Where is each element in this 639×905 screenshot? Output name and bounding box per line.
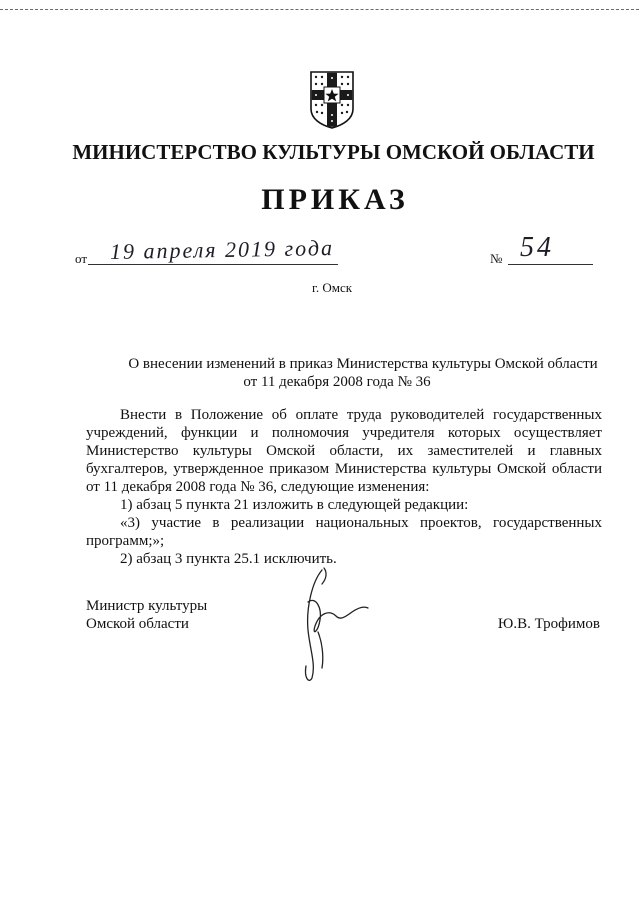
coat-of-arms-icon (308, 69, 356, 129)
document-type-title: ПРИКАЗ (261, 183, 409, 216)
subject-line-2: от 11 декабря 2008 года № 36 (243, 374, 431, 390)
signatory-name: Ю.В. Трофимов (497, 616, 600, 632)
handwritten-number: 54 (520, 232, 554, 263)
subject-line-1: О внесении изменений в приказ Министерства культуры Омской области (128, 356, 598, 372)
ministry-title: МИНИСТЕРСТВО КУЛЬТУРЫ ОМСКОЙ ОБЛАСТИ (72, 140, 595, 164)
date-prefix: от (75, 251, 88, 266)
signatory-position-line-2: Омской области (86, 616, 189, 632)
number-prefix: № (490, 251, 503, 266)
handwritten-date: 19 апреля 2019 года (109, 235, 335, 264)
body-item-1: 1) абзац 5 пункта 21 изложить в следующей редакции: (120, 497, 469, 513)
body-item-1-quote: «3) участие в реализации национальных проектов, государственных программ;»; (86, 515, 602, 549)
scan-edge-line (0, 9, 639, 10)
order-body (86, 406, 602, 568)
city-label: г. Омск (312, 280, 353, 295)
handwritten-signature (282, 562, 372, 686)
signatory-position-line-1: Министр культуры (86, 598, 208, 614)
body-intro-paragraph: Внести в Положение об оплате труда руководителей государственных учреждений, функции и полномочия учредителя которых осуществляет Министерство культуры Омской области, их заместителей и главных бухгалтеров, утвержденное приказом Министерства культуры Омской области от 11 декабря 2008 года № 36, следующие изменения: (86, 407, 602, 495)
number-underline (508, 264, 593, 265)
body-item-2: 2) абзац 3 пункта 25.1 исключить. (120, 551, 337, 567)
